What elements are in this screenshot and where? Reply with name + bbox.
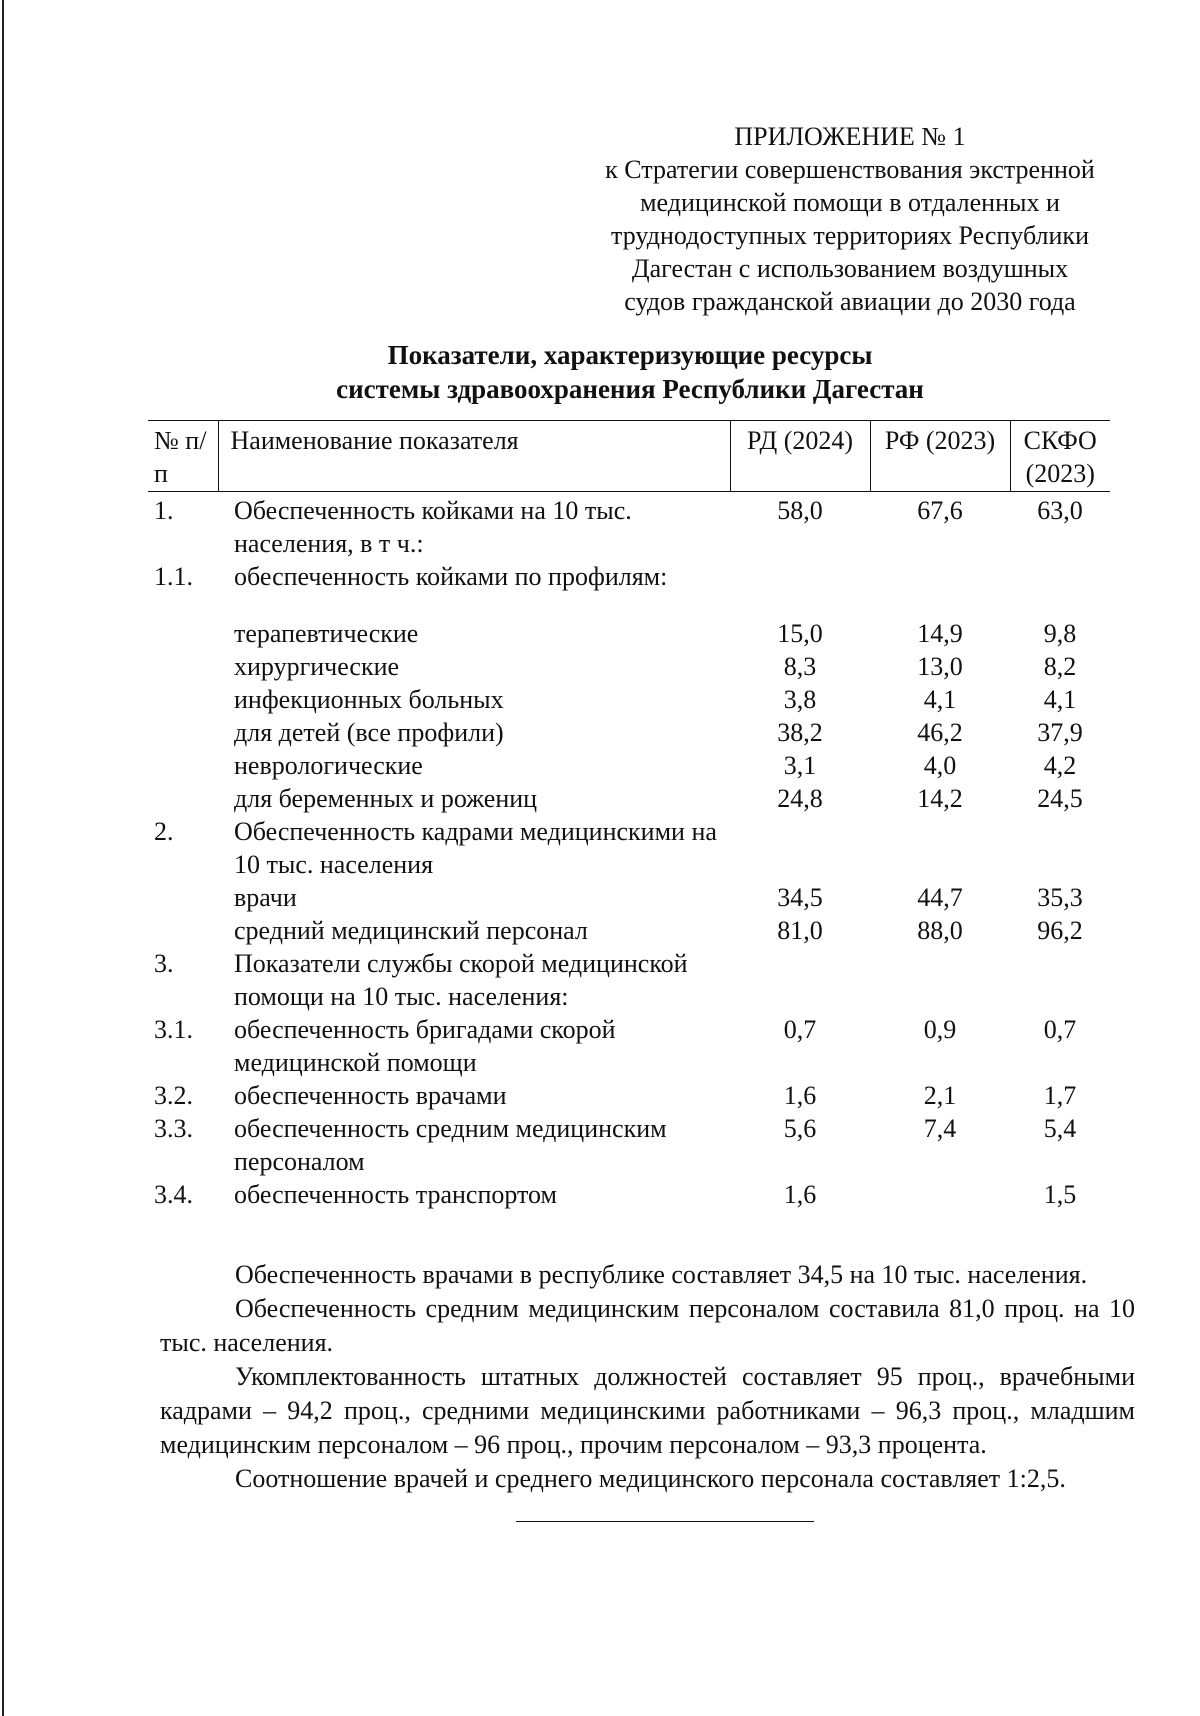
row-name: обеспеченность транспортом: [234, 1180, 557, 1209]
row-skfo: 4,2: [1043, 751, 1077, 780]
page-edge-line: [2, 0, 4, 1716]
row-skfo: 5,4: [1043, 1114, 1077, 1143]
row-rf: 14,2: [917, 784, 963, 813]
appendix-line: труднодоступных территориях Республики: [611, 221, 1089, 250]
row-rd: 3,8: [783, 685, 817, 714]
row-name: средний медицинский персонал: [234, 916, 588, 945]
row-rf: [870, 560, 1010, 593]
row-name: Показатели службы скорой медицинской помощи на 10 тыс. населения:: [234, 949, 688, 1011]
row-rd: 15,0: [777, 619, 823, 648]
title-line-1: Показатели, характеризующие ресурсы: [387, 340, 873, 370]
row-rf: 0,9: [923, 1015, 957, 1044]
row-skfo: 1,5: [1043, 1180, 1077, 1209]
row-rf: 14,9: [917, 619, 963, 648]
row-name: обеспеченность врачами: [234, 1081, 507, 1110]
row-skfo: 4,1: [1043, 685, 1077, 714]
row-rd: 0,7: [783, 1015, 817, 1044]
table-row: [148, 782, 1110, 815]
row-num: 3.: [154, 949, 174, 978]
row-num: [148, 650, 218, 683]
row-rd: 81,0: [777, 916, 823, 945]
table-row: [148, 1079, 1110, 1112]
row-name: неврологические: [234, 751, 423, 780]
row-skfo: 96,2: [1037, 916, 1083, 945]
row-name: Обеспеченность койками на 10 тыс. населения, в т ч.:: [234, 496, 632, 558]
row-rf: 4,0: [923, 751, 957, 780]
indicators-table: [148, 420, 1110, 1211]
table-row: [148, 650, 1110, 683]
row-num: 1.: [154, 496, 174, 525]
row-rd: 38,2: [777, 718, 823, 747]
document-title: [200, 338, 1060, 406]
title-line-2: системы здравоохранения Республики Дагестан: [336, 374, 924, 404]
appendix-line: медицинской помощи в отдаленных и: [640, 188, 1060, 217]
paragraph: Обеспеченность средним медицинским персоналом составила 81,0 проц. на 10 тыс. населения.: [160, 1294, 1135, 1357]
table-row: [148, 716, 1110, 749]
paragraph: Соотношение врачей и среднего медицинского персонала составляет 1:2,5.: [235, 1464, 1066, 1493]
paragraph: Укомплектованность штатных должностей составляет 95 проц., врачебными кадрами – 94,2 проц., средними медицинскими работниками – 96,3 проц., младшим медицинским персоналом – 96 проц., прочим персоналом – 93,3 процента.: [160, 1362, 1135, 1459]
table-row: [148, 947, 1110, 1013]
row-skfo: 63,0: [1037, 496, 1083, 525]
indicators-table-wrap: [148, 420, 1110, 1211]
row-name: обеспеченность средним медицинским персоналом: [234, 1114, 667, 1176]
row-rd: 3,1: [783, 751, 817, 780]
row-skfo: 0,7: [1043, 1015, 1077, 1044]
row-rd: [730, 560, 870, 593]
row-rf: 46,2: [917, 718, 963, 747]
row-num: [148, 683, 218, 716]
table-row: [148, 560, 1110, 593]
row-rf: 67,6: [917, 496, 963, 525]
row-skfo: 37,9: [1037, 718, 1083, 747]
row-num: [148, 749, 218, 782]
row-num: 3.2.: [154, 1081, 193, 1110]
row-rf: 88,0: [917, 916, 963, 945]
body-text: [160, 1258, 1135, 1496]
row-rf: [870, 947, 1010, 1013]
appendix-line: судов гражданской авиации до 2030 года: [624, 287, 1076, 316]
row-skfo: [1010, 947, 1110, 1013]
row-rd: 5,6: [783, 1114, 817, 1143]
row-name: терапевтические: [234, 619, 419, 648]
row-name: для детей (все профили): [234, 718, 504, 747]
row-name: Обеспеченность кадрами медицинскими на 10 тыс. населения: [234, 817, 717, 879]
row-num: 3.3.: [154, 1114, 193, 1143]
table-row: [148, 1178, 1110, 1211]
appendix-line: к Стратегии совершенствования экстренной: [605, 155, 1095, 184]
row-skfo: 1,7: [1043, 1081, 1077, 1110]
row-rd: 58,0: [777, 496, 823, 525]
row-name: врачи: [234, 883, 297, 912]
row-num: 3.4.: [154, 1180, 193, 1209]
header-skfo: СКФО (2023): [1010, 421, 1110, 492]
row-rf: 44,7: [917, 883, 963, 912]
row-rd: [730, 947, 870, 1013]
row-rf: 2,1: [923, 1081, 957, 1110]
row-name: инфекционных больных: [234, 685, 504, 714]
row-rd: 1,6: [783, 1081, 817, 1110]
row-num: [148, 881, 218, 914]
header-rf: РФ (2023): [870, 421, 1010, 492]
row-skfo: [1010, 815, 1110, 881]
row-name: обеспеченность бригадами скорой медицинской помощи: [234, 1015, 616, 1077]
row-rd: 1,6: [783, 1180, 817, 1209]
appendix-heading: ПРИЛОЖЕНИЕ № 1: [734, 122, 966, 151]
row-name: для беременных и рожениц: [234, 784, 538, 813]
table-row: [148, 749, 1110, 782]
row-num: 1.1.: [154, 562, 193, 591]
row-skfo: 8,2: [1043, 652, 1077, 681]
row-skfo: 9,8: [1043, 619, 1077, 648]
row-name: хирургические: [234, 652, 400, 681]
row-skfo: [1010, 560, 1110, 593]
row-rf: [870, 815, 1010, 881]
closing-divider: [516, 1521, 814, 1522]
table-row: [148, 683, 1110, 716]
appendix-block: [560, 120, 1140, 318]
row-rf: 4,1: [923, 685, 957, 714]
table-row: [148, 1013, 1110, 1079]
row-num: [148, 593, 218, 650]
header-rd: РД (2024): [730, 421, 870, 492]
table-row: [148, 881, 1110, 914]
row-num: [148, 716, 218, 749]
appendix-line: Дагестан с использованием воздушных: [631, 254, 1069, 283]
row-rf: [870, 1178, 1010, 1211]
table-row: [148, 914, 1110, 947]
row-rd: [730, 815, 870, 881]
table-row: [148, 593, 1110, 650]
row-rd: 8,3: [783, 652, 817, 681]
row-skfo: 35,3: [1037, 883, 1083, 912]
header-num: № п/п: [148, 421, 218, 492]
row-num: [148, 782, 218, 815]
row-num: 2.: [154, 817, 174, 846]
row-rd: 24,8: [777, 784, 823, 813]
row-rf: 7,4: [923, 1114, 957, 1143]
header-name: Наименование показателя: [218, 421, 730, 492]
table-row: [148, 492, 1110, 561]
table-row: [148, 1112, 1110, 1178]
row-num: [148, 914, 218, 947]
row-rf: 13,0: [917, 652, 963, 681]
table-header-row: [148, 421, 1110, 492]
paragraph: Обеспеченность врачами в республике составляет 34,5 на 10 тыс. населения.: [235, 1260, 1088, 1289]
row-num: 3.1.: [154, 1015, 193, 1044]
row-skfo: 24,5: [1037, 784, 1083, 813]
row-rd: 34,5: [777, 883, 823, 912]
row-name: обеспеченность койками по профилям:: [234, 562, 668, 591]
table-row: [148, 815, 1110, 881]
